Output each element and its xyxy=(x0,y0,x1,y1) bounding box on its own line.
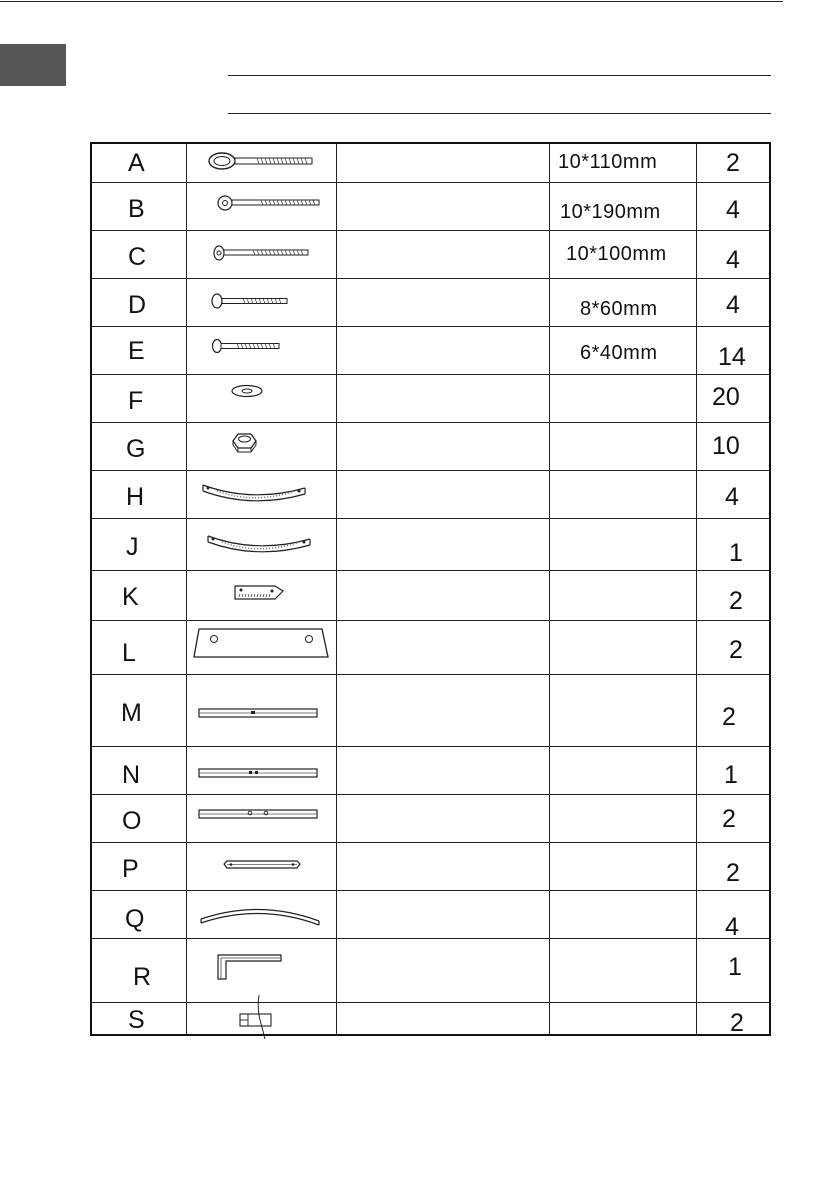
part-size: 10*190mm xyxy=(560,201,661,223)
parts-table xyxy=(90,142,771,1036)
part-quantity: 1 xyxy=(729,539,743,567)
hex-nut-icon xyxy=(187,423,337,471)
part-quantity: 2 xyxy=(726,859,740,887)
part-quantity: 2 xyxy=(722,703,736,731)
allen-key-icon xyxy=(187,939,337,1003)
part-quantity: 1 xyxy=(724,761,738,789)
part-letter: A xyxy=(128,149,145,177)
part-letter: P xyxy=(122,855,139,883)
part-quantity: 20 xyxy=(712,383,740,411)
table-row xyxy=(92,746,769,795)
part-letter: H xyxy=(126,483,145,511)
table-row xyxy=(92,794,769,843)
part-size: 6*40mm xyxy=(580,342,658,364)
bolt-icon xyxy=(187,231,337,279)
table-row xyxy=(92,938,769,1003)
part-quantity: 4 xyxy=(726,196,740,224)
part-letter: Q xyxy=(125,905,145,933)
table-row xyxy=(92,890,769,939)
connector-icon xyxy=(187,1003,337,1037)
part-quantity: 4 xyxy=(726,246,740,274)
section-tab xyxy=(0,44,66,86)
table-row xyxy=(92,374,769,423)
part-letter: E xyxy=(128,337,145,365)
part-quantity: 4 xyxy=(725,913,739,941)
part-quantity: 4 xyxy=(726,291,740,319)
part-quantity: 1 xyxy=(728,953,742,981)
bracket-icon xyxy=(187,571,337,621)
long-bolt-icon xyxy=(187,183,337,231)
part-quantity: 2 xyxy=(729,636,743,664)
part-letter: D xyxy=(128,291,147,319)
title-rule-bottom xyxy=(228,113,771,114)
part-letter: N xyxy=(122,761,141,789)
straight-bar-icon xyxy=(187,675,337,747)
bolt-icon xyxy=(187,279,337,327)
part-quantity: 2 xyxy=(726,149,740,177)
part-letter: J xyxy=(126,533,139,561)
part-letter: O xyxy=(122,807,142,835)
curved-rail-icon xyxy=(187,519,337,571)
part-letter: G xyxy=(126,435,146,463)
plate-icon xyxy=(187,621,337,675)
top-border-line xyxy=(0,1,783,2)
part-letter: C xyxy=(128,243,147,271)
part-letter: S xyxy=(128,1006,145,1034)
part-letter: K xyxy=(122,583,139,611)
part-quantity: 2 xyxy=(722,805,736,833)
eye-bolt-icon xyxy=(187,144,337,182)
table-row xyxy=(92,144,769,182)
part-letter: B xyxy=(128,195,145,223)
part-quantity: 14 xyxy=(718,343,746,371)
part-size: 10*100mm xyxy=(566,243,667,265)
straight-bar-icon xyxy=(187,795,337,843)
table-row xyxy=(92,278,769,327)
table-row xyxy=(92,182,769,231)
table-row xyxy=(92,230,769,279)
table-row xyxy=(92,570,769,621)
title-rule-top xyxy=(228,75,771,76)
part-size: 8*60mm xyxy=(580,298,658,320)
part-size: 10*110mm xyxy=(558,151,658,173)
curved-rail-icon xyxy=(187,471,337,519)
table-row xyxy=(92,620,769,675)
part-quantity: 2 xyxy=(729,587,743,615)
table-row xyxy=(92,422,769,471)
washer-icon xyxy=(187,375,337,423)
part-letter: L xyxy=(122,639,136,667)
table-row xyxy=(92,674,769,747)
part-quantity: 4 xyxy=(725,483,739,511)
part-quantity: 10 xyxy=(712,432,740,460)
table-row xyxy=(92,470,769,519)
table-row xyxy=(92,518,769,571)
part-letter: R xyxy=(133,963,152,991)
part-letter: F xyxy=(128,387,144,415)
arc-rod-icon xyxy=(187,891,337,939)
table-row xyxy=(92,1002,769,1037)
short-bar-icon xyxy=(187,843,337,891)
table-row xyxy=(92,326,769,375)
table-row xyxy=(92,842,769,891)
part-quantity: 2 xyxy=(730,1009,744,1037)
part-letter: M xyxy=(121,699,142,727)
straight-bar-icon xyxy=(187,747,337,795)
screw-icon xyxy=(187,327,337,375)
